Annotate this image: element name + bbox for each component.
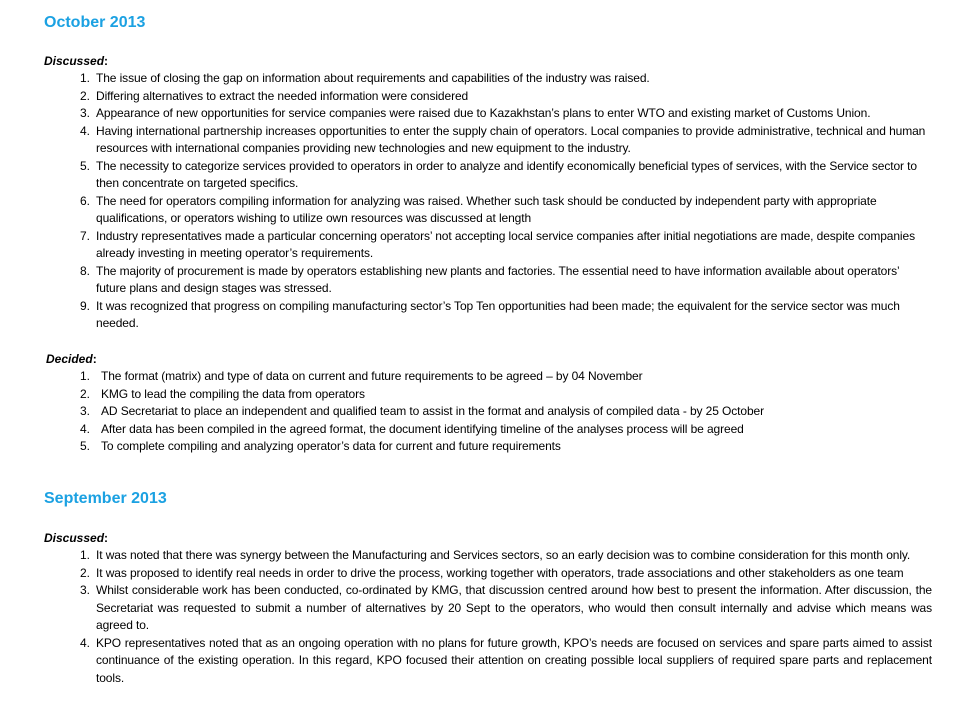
list-item <box>52 228 932 263</box>
october-discussed-list <box>52 70 932 333</box>
item-number: 5. <box>79 158 90 173</box>
item-text: Appearance of new opportunities for service companies were raised due to Kazakhstan’s plans to enter WTO and existing market of Customs Union. <box>96 106 871 120</box>
list-item <box>52 70 932 88</box>
section-title-september: September 2013 <box>44 490 167 507</box>
item-number: 4. <box>79 635 90 650</box>
list-item <box>52 193 932 228</box>
item-text: After data has been compiled in the agreed format, the document identifying timeline of the analyses process will be agreed <box>101 421 744 436</box>
item-text: It was recognized that progress on compiling manufacturing sector’s Top Ten opportunities had been made; the equivalent for the service sector was much needed. <box>96 298 900 330</box>
list-item <box>52 565 932 583</box>
item-text: The format (matrix) and type of data on current and future requirements to be agreed – by 04 November <box>101 369 643 383</box>
item-number: 1. <box>79 548 90 562</box>
october-discussed-heading: Discussed: <box>44 54 109 68</box>
item-text: KMG to lead the compiling the data from operators <box>101 386 365 401</box>
list-item <box>52 547 932 565</box>
item-number: 8. <box>79 263 90 278</box>
decided-label: Decided <box>46 352 93 366</box>
september-discussed-heading: Discussed: <box>44 531 109 545</box>
item-number: 4. <box>79 123 90 138</box>
item-text: Whilst considerable work has been conducted, co-ordinated by KMG, that discussion centred around how best to present the information. After discussion, the Secretariat was requested to submit a number of alternatives by 20 Sept to the operators, who would then consult internally and advise which means was agreed to. <box>96 583 932 632</box>
item-number: 9. <box>79 298 90 313</box>
item-number: 7. <box>79 228 90 243</box>
item-text: The majority of procurement is made by operators establishing new plants and factories. The essential need to have information available about operators’ future plans and design stages was stressed. <box>96 263 900 295</box>
section-title-october: October 2013 <box>44 14 146 31</box>
item-number: 2. <box>79 565 90 580</box>
item-text: The issue of closing the gap on information about requirements and capabilities of the industry was raised. <box>96 71 650 85</box>
list-item <box>52 403 932 421</box>
list-item <box>52 88 932 106</box>
item-number: 1. <box>79 369 90 383</box>
item-text: The need for operators compiling information for analyzing was raised. Whether such task should be conducted by independent party with appropriate qualifications, or operators wishing to utilize own resources was discussed at length <box>96 193 877 225</box>
item-number: 2. <box>79 386 90 401</box>
item-number: 3. <box>79 106 90 120</box>
item-number: 3. <box>79 404 90 418</box>
october-decided-list <box>52 368 932 456</box>
list-item <box>52 386 932 404</box>
item-number: 5. <box>79 439 90 453</box>
item-number: 1. <box>79 71 90 85</box>
list-item <box>52 368 932 386</box>
item-text: KPO representatives noted that as an ongoing operation with no plans for future growth, KPO’s needs are focused on services and spare parts aimed to assist continuance of the existing operation. In this regard, KPO focused their attention on creating possible local suppliers of required spare parts and replacement tools. <box>96 635 932 685</box>
list-item <box>52 263 932 298</box>
list-item <box>52 105 932 123</box>
list-item <box>52 582 932 635</box>
item-text: AD Secretariat to place an independent and qualified team to assist in the format and analysis of compiled data - by 25 October <box>101 404 765 418</box>
list-item <box>52 438 932 456</box>
item-number: 3. <box>79 583 90 597</box>
item-number: 6. <box>79 193 90 208</box>
item-number: 2. <box>79 88 90 103</box>
list-item <box>52 635 932 688</box>
october-decided-heading: Decided: <box>46 352 97 366</box>
item-text: To complete compiling and analyzing operator’s data for current and future requirements <box>101 439 561 453</box>
list-item <box>52 158 932 193</box>
item-text: The necessity to categorize services provided to operators in order to analyze and identify economically beneficial types of services, with the Service sector to then concentrate on targeted specifics. <box>96 158 917 190</box>
item-text: It was noted that there was synergy between the Manufacturing and Services sectors, so an early decision was to combine consideration for this month only. <box>96 548 911 562</box>
september-discussed-list <box>52 547 932 687</box>
list-item <box>52 298 932 333</box>
list-item <box>52 123 932 158</box>
item-text: Differing alternatives to extract the needed information were considered <box>96 88 469 103</box>
discussed-label: Discussed <box>44 531 105 545</box>
item-text: Industry representatives made a particular concerning operators’ not accepting local service companies after initial negotiations are made, despite companies already investing in meeting operator’s requirements. <box>96 228 915 260</box>
list-item <box>52 421 932 439</box>
item-number: 4. <box>79 421 90 436</box>
discussed-label: Discussed <box>44 54 105 68</box>
item-text: Having international partnership increases opportunities to enter the supply chain of operators. Local companies to provide administrative, technical and human resources with international companies providing new technologies and new equipment to the industry. <box>96 123 926 155</box>
item-text: It was proposed to identify real needs in order to drive the process, working together with operators, trade associations and other stakeholders as one team <box>96 565 904 580</box>
